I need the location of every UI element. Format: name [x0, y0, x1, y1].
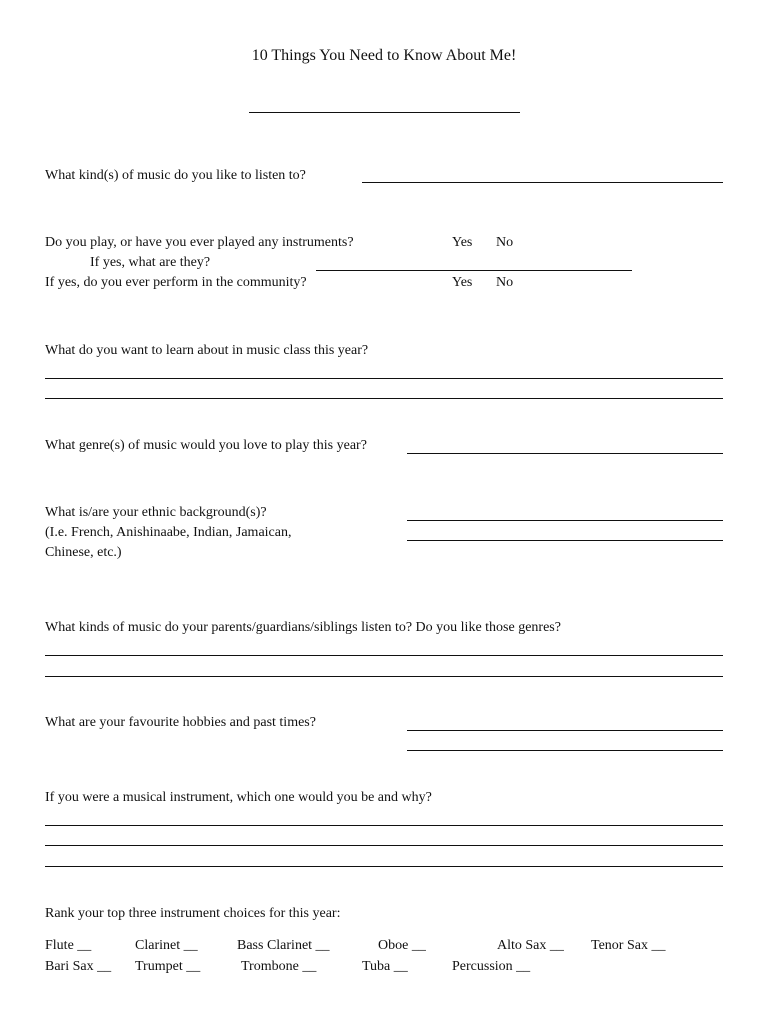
question-music-listen: What kind(s) of music do you like to listen to?: [45, 168, 306, 183]
question-learn-music-class: What do you want to learn about in music class this year?: [45, 343, 369, 358]
question-genres-play: What genre(s) of music would you love to play this year?: [45, 438, 367, 453]
answer-line[interactable]: [45, 845, 723, 846]
option-no[interactable]: No: [496, 235, 514, 250]
question-perform-community: If yes, do you ever perform in the community?: [45, 275, 307, 290]
answer-line[interactable]: [407, 750, 723, 751]
question-ethnic-examples: (I.e. French, Anishinaabe, Indian, Jamaican,: [45, 525, 292, 540]
answer-line[interactable]: [45, 825, 723, 826]
answer-line[interactable]: [45, 655, 723, 656]
option-yes[interactable]: Yes: [452, 275, 473, 290]
answer-line[interactable]: [407, 520, 723, 521]
instrument-choice-flute[interactable]: Flute __: [45, 938, 92, 953]
instrument-choice-bass-clarinet[interactable]: Bass Clarinet __: [237, 938, 330, 953]
name-line[interactable]: [249, 112, 520, 113]
question-family-music: What kinds of music do your parents/guardians/siblings listen to? Do you like those genres?: [45, 620, 561, 635]
question-play-instruments: Do you play, or have you ever played any instruments?: [45, 235, 354, 250]
option-no[interactable]: No: [496, 275, 514, 290]
instrument-choice-trombone[interactable]: Trombone __: [241, 959, 317, 974]
answer-line[interactable]: [45, 866, 723, 867]
question-ethnic-examples-cont: Chinese, etc.): [45, 545, 122, 560]
answer-line[interactable]: [407, 540, 723, 541]
question-hobbies: What are your favourite hobbies and past times?: [45, 715, 316, 730]
page-title: 10 Things You Need to Know About Me!: [251, 47, 517, 64]
instrument-choice-tuba[interactable]: Tuba __: [362, 959, 408, 974]
instrument-choice-bari-sax[interactable]: Bari Sax __: [45, 959, 112, 974]
instrument-choice-alto-sax[interactable]: Alto Sax __: [497, 938, 564, 953]
answer-line[interactable]: [407, 453, 723, 454]
answer-line[interactable]: [316, 270, 632, 271]
instrument-choice-percussion[interactable]: Percussion __: [452, 959, 531, 974]
answer-line[interactable]: [45, 676, 723, 677]
option-yes[interactable]: Yes: [452, 235, 473, 250]
instrument-choice-clarinet[interactable]: Clarinet __: [135, 938, 198, 953]
question-rank-instruments: Rank your top three instrument choices for this year:: [45, 906, 341, 921]
answer-line[interactable]: [362, 182, 723, 183]
instrument-choice-oboe[interactable]: Oboe __: [378, 938, 426, 953]
instrument-choice-tenor-sax[interactable]: Tenor Sax __: [591, 938, 666, 953]
question-instrument-self: If you were a musical instrument, which one would you be and why?: [45, 790, 432, 805]
question-which-instruments: If yes, what are they?: [90, 255, 211, 270]
answer-line[interactable]: [407, 730, 723, 731]
instrument-choice-trumpet[interactable]: Trumpet __: [135, 959, 201, 974]
answer-line[interactable]: [45, 378, 723, 379]
answer-line[interactable]: [45, 398, 723, 399]
question-ethnic-background: What is/are your ethnic background(s)?: [45, 505, 267, 520]
